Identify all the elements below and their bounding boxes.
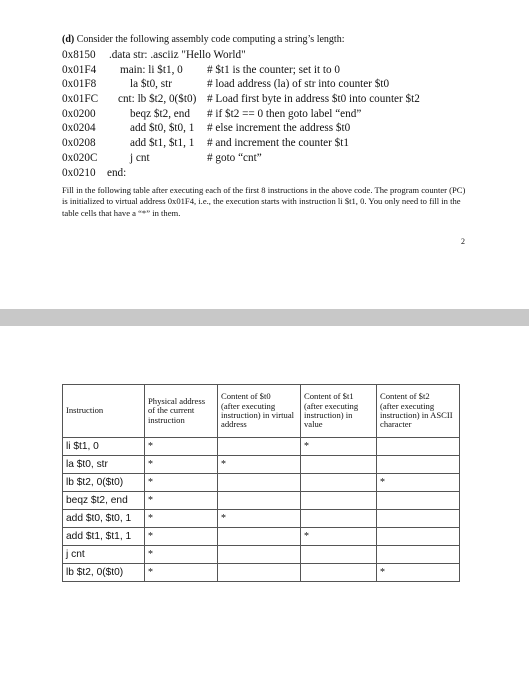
code-address: 0x8150 (62, 49, 96, 61)
code-address: 0x0208 (62, 137, 96, 150)
table-row (63, 474, 460, 492)
code-comment: # else increment the address $t0 (207, 122, 351, 135)
header-t0 (218, 385, 301, 438)
physical-address-cell[interactable]: * (145, 438, 218, 456)
table-header-row (63, 385, 460, 438)
physical-address-cell[interactable]: * (145, 510, 218, 528)
code-address: 0x01FC (62, 93, 99, 106)
t0-cell (218, 546, 301, 564)
t0-cell (218, 438, 301, 456)
t1-cell (301, 510, 377, 528)
code-address: 0x01F4 (62, 63, 97, 76)
header-t0-title: Content of $t0 (221, 391, 271, 402)
header-t1-title: Content of $t1 (304, 391, 354, 402)
physical-address-cell[interactable]: * (145, 474, 218, 492)
t2-cell (377, 528, 460, 546)
t2-cell (377, 510, 460, 528)
table-row (63, 492, 460, 510)
code-instruction: la $t0, str (130, 78, 172, 91)
table-row (63, 564, 460, 582)
header-t2-title: Content of $t2 (380, 391, 430, 402)
t2-cell[interactable]: * (377, 474, 460, 492)
fill-instructions: Fill in the following table after executing each of the first 8 instructions in the above code. The program counter (PC) is initialized to virtual address 0x01F4, i.e., the execution starts with instruction li $t1, 0. You only need to fill in the table cells that have a “*” in them. (62, 185, 466, 218)
header-t2-sub: (after executing instruction) in ASCII character (380, 400, 453, 430)
physical-address-cell[interactable]: * (145, 492, 218, 510)
table-row (63, 510, 460, 528)
code-instruction: end: (107, 166, 127, 179)
code-address: 0x0210 (62, 166, 96, 179)
code-instruction: beqz $t2, end (130, 107, 190, 120)
header-t1-sub: (after executing instruction) in value (304, 400, 359, 430)
t1-cell (301, 492, 377, 510)
t0-cell[interactable]: * (218, 456, 301, 474)
code-instruction: j cnt (130, 151, 150, 164)
question-text: Consider the following assembly code computing a string’s length: (76, 34, 345, 45)
table-row (63, 528, 460, 546)
t2-cell (377, 438, 460, 456)
answer-table-container (62, 384, 460, 582)
physical-address-cell[interactable]: * (145, 564, 218, 582)
t1-cell (301, 456, 377, 474)
code-instruction: .data str: .asciiz "Hello World" (109, 49, 246, 61)
table-row (63, 456, 460, 474)
answer-table (62, 384, 460, 582)
code-comment: # goto “cnt” (207, 151, 262, 164)
header-t0-sub: (after executing instruction) in virtual address (221, 400, 295, 430)
instr-cell: beqz $t2, end (63, 492, 145, 510)
physical-address-cell[interactable]: * (145, 456, 218, 474)
code-address: 0x0204 (62, 122, 96, 135)
code-address: 0x01F8 (62, 78, 97, 91)
code-address: 0x020C (62, 151, 98, 164)
physical-address-cell[interactable]: * (145, 546, 218, 564)
code-instruction: cnt: lb $t2, 0($t0) (118, 93, 197, 106)
code-address: 0x0200 (62, 107, 96, 120)
instr-cell: la $t0, str (63, 456, 145, 474)
header-instruction: Instruction (63, 385, 145, 438)
header-t2 (377, 385, 460, 438)
code-instruction: add $t0, $t0, 1 (130, 122, 195, 135)
t1-cell (301, 474, 377, 492)
code-comment: # Load first byte in address $t0 into counter $t2 (207, 93, 420, 106)
t0-cell (218, 528, 301, 546)
code-comment: # load address (la) of str into counter $t0 (207, 78, 390, 91)
t2-cell (377, 492, 460, 510)
question-title (62, 34, 344, 45)
t1-cell[interactable]: * (301, 438, 377, 456)
code-instruction: add $t1, $t1, 1 (130, 137, 195, 150)
t2-cell (377, 546, 460, 564)
code-comment: # and increment the counter $t1 (207, 137, 349, 150)
code-comment: # if $t2 == 0 then goto label “end” (207, 107, 362, 120)
page-divider (0, 309, 529, 326)
header-t1 (301, 385, 377, 438)
instr-cell: j cnt (63, 546, 145, 564)
table-row (63, 438, 460, 456)
t2-cell (377, 456, 460, 474)
code-instruction: main: li $t1, 0 (120, 63, 183, 76)
physical-address-cell[interactable]: * (145, 528, 218, 546)
t1-cell (301, 564, 377, 582)
t0-cell (218, 564, 301, 582)
instr-cell: add $t0, $t0, 1 (63, 510, 145, 528)
question-label: (d) (62, 34, 75, 45)
t2-cell[interactable]: * (377, 564, 460, 582)
t1-cell (301, 546, 377, 564)
instr-cell: li $t1, 0 (63, 438, 145, 456)
code-comment: # $t1 is the counter; set it to 0 (207, 63, 340, 76)
instr-cell: lb $t2, 0($t0) (63, 474, 145, 492)
t0-cell (218, 492, 301, 510)
t0-cell[interactable]: * (218, 510, 301, 528)
t1-cell[interactable]: * (301, 528, 377, 546)
table-row (63, 546, 460, 564)
instr-cell: add $t1, $t1, 1 (63, 528, 145, 546)
instr-cell: lb $t2, 0($t0) (63, 564, 145, 582)
header-physical-address: Physical address of the current instruction (145, 385, 218, 438)
page-number: 2 (461, 237, 465, 246)
t0-cell (218, 474, 301, 492)
page-top (0, 0, 529, 305)
